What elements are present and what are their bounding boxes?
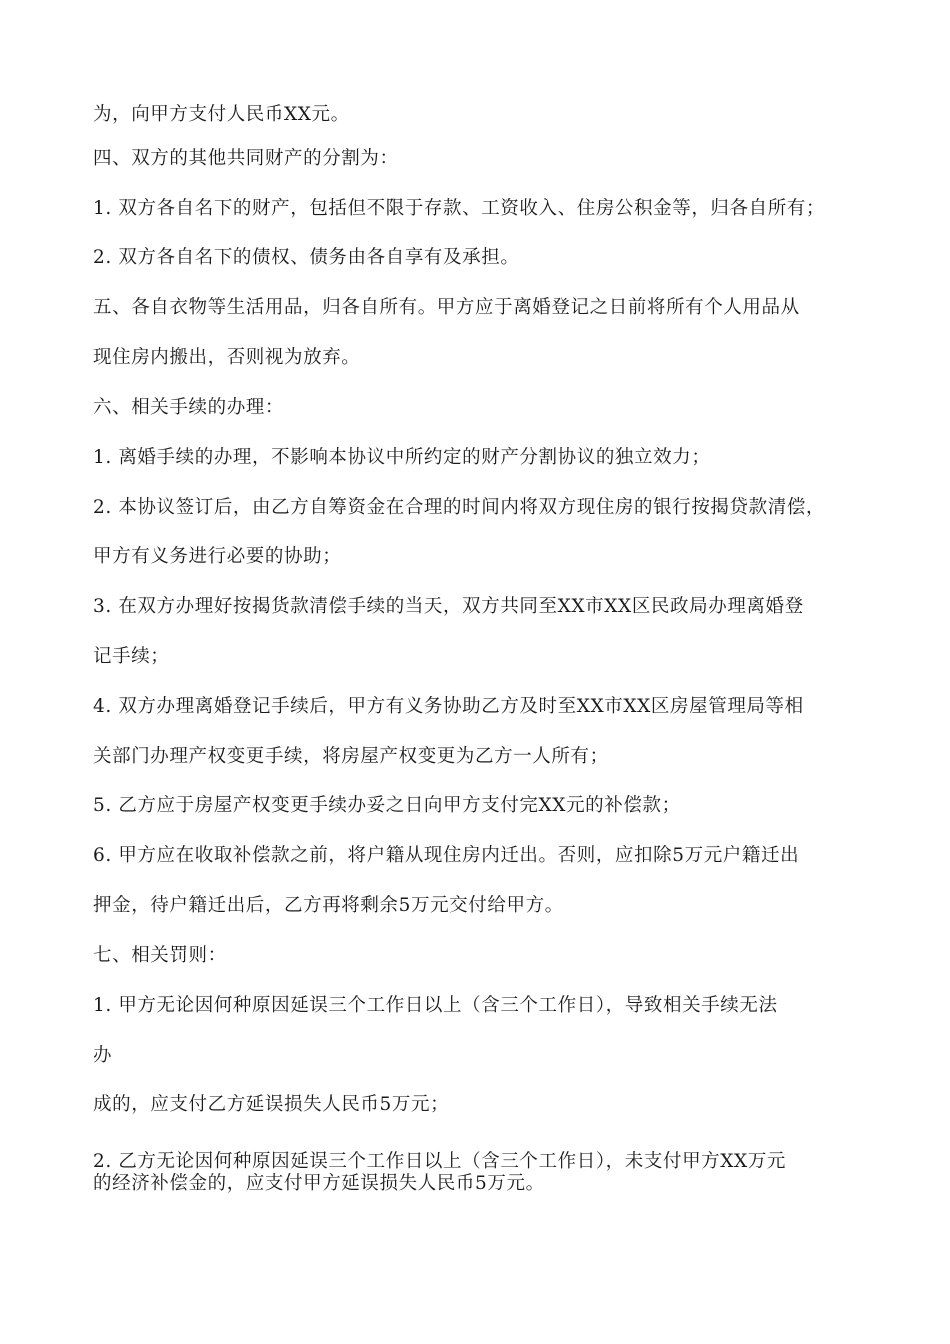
text-line: 5. 乙方应于房屋产权变更手续办妥之日向甲方支付完XX元的补偿款； <box>93 795 681 816</box>
text-line: 2. 双方各自名下的债权、债务由各自享有及承担。 <box>93 247 520 268</box>
section-heading: 六、相关手续的办理： <box>93 397 285 418</box>
text-line: 记手续； <box>93 646 170 667</box>
text-line: 1. 离婚手续的办理，不影响本协议中所约定的财产分割协议的独立效力； <box>93 447 711 468</box>
text-line: 的经济补偿金的，应支付甲方延误损失人民币5万元。 <box>93 1173 545 1194</box>
text-line: 关部门办理产权变更手续，将房屋产权变更为乙方一人所有； <box>93 746 609 767</box>
section-heading: 四、双方的其他共同财产的分割为： <box>93 148 399 169</box>
text-line: 为，向甲方支付人民币XX元。 <box>93 104 350 125</box>
text-line: 甲方有义务进行必要的协助； <box>93 546 342 567</box>
section-heading: 五、各自衣物等生活用品，归各自所有。甲方应于离婚登记之日前将所有个人用品从 <box>93 297 800 318</box>
text-line: 现住房内搬出，否则视为放弃。 <box>93 347 361 368</box>
text-line: 1. 双方各自名下的财产，包括但不限于存款、工资收入、住房公积金等，归各自所有； <box>93 198 826 219</box>
text-line: 6. 甲方应在收取补偿款之前，将户籍从现住房内迁出。否则，应扣除5万元户籍迁出 <box>93 845 800 866</box>
section-heading: 七、相关罚则： <box>93 945 227 966</box>
text-line: 2. 本协议签订后，由乙方自筹资金在合理的时间内将双方现住房的银行按揭贷款清偿， <box>93 497 826 518</box>
text-line: 1. 甲方无论因何种原因延误三个工作日以上（含三个工作日），导致相关手续无法 <box>93 995 778 1016</box>
text-line: 押金，待户籍迁出后，乙方再将剩余5万元交付给甲方。 <box>93 895 564 916</box>
text-line: 3. 在双方办理好按揭货款清偿手续的当天，双方共同至XX市XX区民政局办理离婚登 <box>93 596 804 617</box>
text-line: 4. 双方办理离婚登记手续后，甲方有义务协助乙方及时至XX市XX区房屋管理局等相 <box>93 696 804 717</box>
text-line: 办 <box>93 1045 113 1066</box>
text-line: 2. 乙方无论因何种原因延误三个工作日以上（含三个工作日），未支付甲方XX万元 <box>93 1151 787 1172</box>
text-line: 成的，应支付乙方延误损失人民币5万元； <box>93 1094 450 1115</box>
